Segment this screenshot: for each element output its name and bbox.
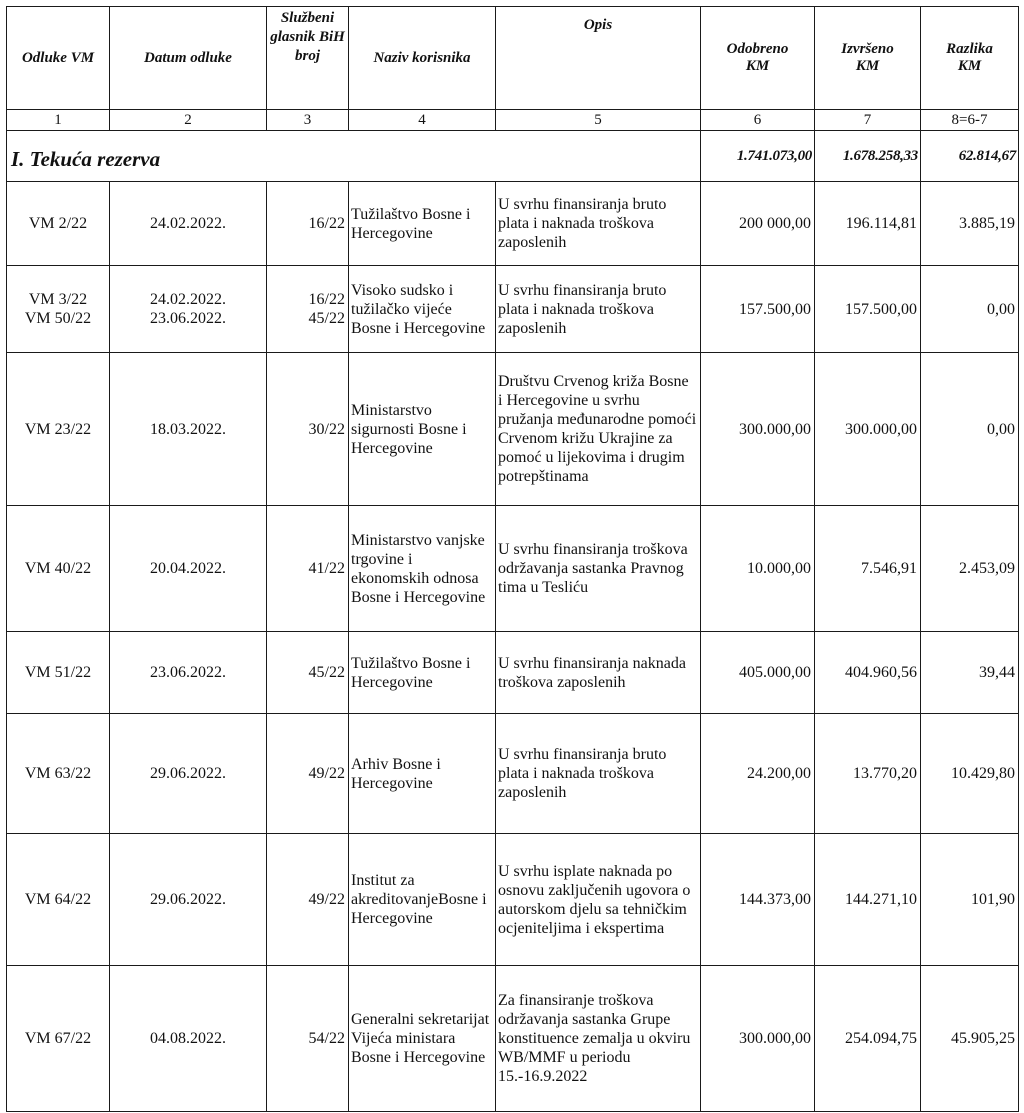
table-row [7, 714, 1019, 834]
cell-korisnik: Arhiv Bosne i Hercegovine [349, 714, 496, 834]
cell-korisnik: Tužilaštvo Bosne i Hercegovine [349, 632, 496, 714]
cell-izvrseno: 300.000,00 [815, 353, 921, 506]
section-izvrseno: 1.678.258,33 [815, 131, 921, 182]
cell-odobreno: 10.000,00 [701, 506, 815, 632]
column-number: 7 [815, 110, 921, 131]
header-odluke-vm: Odluke VM [7, 7, 110, 110]
column-number: 6 [701, 110, 815, 131]
cell-odluka [7, 266, 110, 353]
table-row [7, 266, 1019, 353]
cell-opis: U svrhu finansiranja bruto plata i naknada troškova zaposlenih [496, 266, 701, 353]
cell-glasnik-line: 16/22 [308, 291, 345, 308]
header-datum-odluke: Datum odluke [110, 7, 267, 110]
cell-izvrseno: 254.094,75 [815, 966, 921, 1112]
cell-razlika: 0,00 [921, 266, 1019, 353]
cell-odluka-line: VM 50/22 [24, 310, 92, 327]
cell-datum [110, 266, 267, 353]
cell-glasnik [267, 266, 349, 353]
table-row [7, 506, 1019, 632]
cell-datum: 04.08.2022. [110, 966, 267, 1112]
section-title: I. Tekuća rezerva [7, 131, 701, 182]
cell-odluka: VM 67/22 [7, 966, 110, 1112]
cell-datum-line: 24.02.2022. [150, 291, 226, 308]
cell-glasnik: 49/22 [267, 834, 349, 966]
cell-korisnik: Tužilaštvo Bosne i Hercegovine [349, 182, 496, 266]
cell-datum: 24.02.2022. [110, 182, 267, 266]
cell-izvrseno: 157.500,00 [815, 266, 921, 353]
cell-odluka: VM 2/22 [7, 182, 110, 266]
table-row [7, 632, 1019, 714]
table-row [7, 966, 1019, 1112]
cell-datum: 23.06.2022. [110, 632, 267, 714]
document-page [6, 6, 1018, 1112]
cell-odobreno: 405.000,00 [701, 632, 815, 714]
column-number: 8=6-7 [921, 110, 1019, 131]
cell-glasnik: 45/22 [267, 632, 349, 714]
cell-odobreno: 24.200,00 [701, 714, 815, 834]
cell-izvrseno: 144.271,10 [815, 834, 921, 966]
cell-datum: 20.04.2022. [110, 506, 267, 632]
cell-izvrseno: 13.770,20 [815, 714, 921, 834]
cell-korisnik: Institut za akreditovanjeBosne i Hercegovine [349, 834, 496, 966]
cell-razlika: 45.905,25 [921, 966, 1019, 1112]
cell-razlika: 0,00 [921, 353, 1019, 506]
cell-opis: U svrhu finansiranja bruto plata i naknada troškova zaposlenih [496, 714, 701, 834]
cell-odluka: VM 23/22 [7, 353, 110, 506]
cell-datum: 29.06.2022. [110, 714, 267, 834]
header-naziv-korisnika: Naziv korisnika [349, 7, 496, 110]
cell-odobreno: 300.000,00 [701, 353, 815, 506]
budget-reserve-table [6, 6, 1019, 1112]
section-row [7, 131, 1019, 182]
header-razlika: Razlika KM [921, 7, 1019, 110]
section-odobreno: 1.741.073,00 [701, 131, 815, 182]
table-row [7, 182, 1019, 266]
header-row [7, 7, 1019, 110]
cell-izvrseno: 196.114,81 [815, 182, 921, 266]
column-number: 5 [496, 110, 701, 131]
cell-odluka-line: VM 3/22 [28, 291, 88, 308]
header-odobreno: Odobreno KM [701, 7, 815, 110]
cell-razlika: 101,90 [921, 834, 1019, 966]
cell-razlika: 2.453,09 [921, 506, 1019, 632]
cell-odluka: VM 40/22 [7, 506, 110, 632]
cell-opis: U svrhu finansiranja naknada troškova zaposlenih [496, 632, 701, 714]
section-razlika: 62.814,67 [921, 131, 1019, 182]
cell-razlika: 39,44 [921, 632, 1019, 714]
cell-datum: 18.03.2022. [110, 353, 267, 506]
header-sluzbeni-glasnik: Službeni glasnik BiH broj [267, 7, 349, 110]
cell-glasnik: 30/22 [267, 353, 349, 506]
cell-glasnik: 16/22 [267, 182, 349, 266]
cell-odobreno: 300.000,00 [701, 966, 815, 1112]
cell-izvrseno: 404.960,56 [815, 632, 921, 714]
cell-korisnik: Visoko sudsko i tužilačko vijeće Bosne i Hercegovine [349, 266, 496, 353]
table-row [7, 353, 1019, 506]
cell-datum: 29.06.2022. [110, 834, 267, 966]
cell-glasnik: 49/22 [267, 714, 349, 834]
cell-odluka: VM 63/22 [7, 714, 110, 834]
cell-opis: Za finansiranje troškova održavanja sastanka Grupe konstituence zemalja u okviru WB/MMF u periodu 15.-16.9.2022 [496, 966, 701, 1112]
cell-glasnik: 41/22 [267, 506, 349, 632]
table-row [7, 834, 1019, 966]
column-number: 1 [7, 110, 110, 131]
cell-razlika: 3.885,19 [921, 182, 1019, 266]
cell-glasnik: 54/22 [267, 966, 349, 1112]
cell-izvrseno: 7.546,91 [815, 506, 921, 632]
cell-opis: U svrhu isplate naknada po osnovu zaključenih ugovora o autorskom djelu sa tehničkim ocjeniteljima i ekspertima [496, 834, 701, 966]
cell-opis: Društvu Crvenog križa Bosne i Hercegovine u svrhu pružanja međunarodne pomoći Crvenom križu Ukrajine za pomoć u lijekovima i drugim potrepštinama [496, 353, 701, 506]
cell-razlika: 10.429,80 [921, 714, 1019, 834]
cell-korisnik: Ministarstvo vanjske trgovine i ekonomskih odnosa Bosne i Hercegovine [349, 506, 496, 632]
column-number: 3 [267, 110, 349, 131]
header-izvrseno: Izvršeno KM [815, 7, 921, 110]
cell-opis: U svrhu finansiranja troškova održavanja sastanka Pravnog tima u Tesliću [496, 506, 701, 632]
column-number: 2 [110, 110, 267, 131]
cell-odobreno: 144.373,00 [701, 834, 815, 966]
header-opis: Opis [496, 7, 701, 110]
cell-opis: U svrhu finansiranja bruto plata i naknada troškova zaposlenih [496, 182, 701, 266]
column-number: 4 [349, 110, 496, 131]
cell-korisnik: Ministarstvo sigurnosti Bosne i Hercegovine [349, 353, 496, 506]
cell-odluka: VM 51/22 [7, 632, 110, 714]
column-number-row [7, 110, 1019, 131]
cell-glasnik-line: 45/22 [308, 310, 345, 327]
cell-korisnik: Generalni sekretarijat Vijeća ministara Bosne i Hercegovine [349, 966, 496, 1112]
cell-odluka: VM 64/22 [7, 834, 110, 966]
cell-odobreno: 200 000,00 [701, 182, 815, 266]
cell-odobreno: 157.500,00 [701, 266, 815, 353]
cell-datum-line: 23.06.2022. [150, 310, 226, 327]
